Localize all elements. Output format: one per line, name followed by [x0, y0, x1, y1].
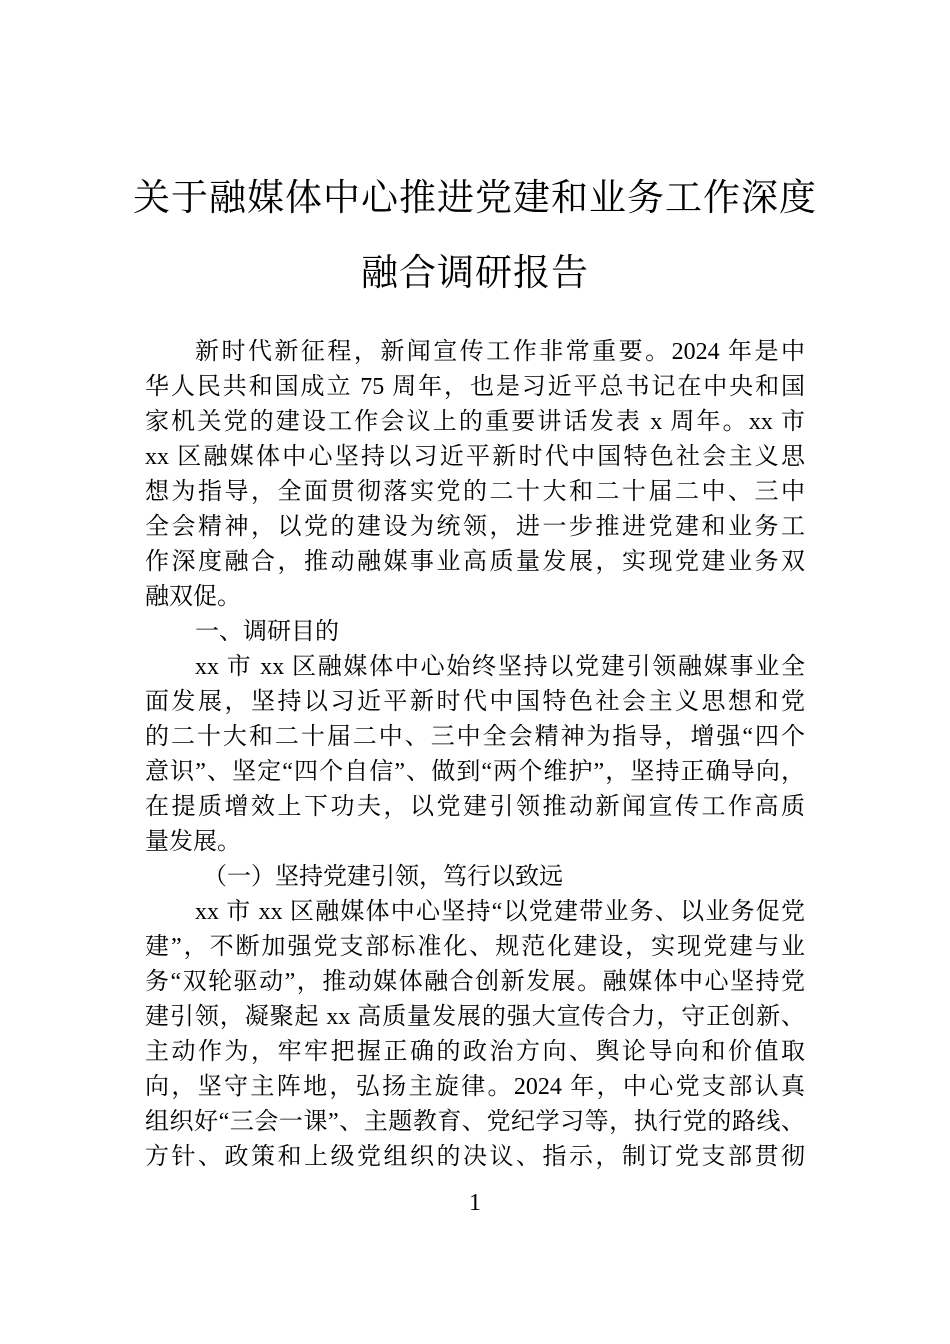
text-line: 量发展。 [145, 829, 241, 855]
paragraph-purpose [145, 650, 805, 860]
document-title-line-2: 融合调研报告 [361, 251, 589, 294]
subsection-heading: （一）坚持党建引领，笃行以致远 [203, 864, 563, 890]
text-line: 新时代新征程，新闻宣传工作非常重要。2024 年是中 [195, 339, 805, 365]
text-line: xx 市 xx 区融媒体中心始终坚持以党建引领融媒事业全 [195, 654, 805, 680]
page-number: 1 [469, 1190, 481, 1216]
text-line: 方针、政策和上级党组织的决议、指示，制订党支部贯彻 [145, 1144, 805, 1170]
text-line: 建”，不断加强党支部标准化、规范化建设，实现党建与业 [145, 934, 805, 960]
text-line: xx 市 xx 区融媒体中心坚持“以党建带业务、以业务促党 [195, 899, 805, 925]
text-line: 面发展，坚持以习近平新时代中国特色社会主义思想和党 [145, 689, 805, 715]
document-title-line-1: 关于融媒体中心推进党建和业务工作深度 [133, 176, 817, 219]
text-line: 融双促。 [145, 584, 241, 610]
text-line: 全会精神，以党的建设为统领，进一步推进党建和业务工 [145, 514, 805, 540]
text-line: 意识”、坚定“四个自信”、做到“两个维护”，坚持正确导向， [145, 759, 805, 785]
section-heading: 一、调研目的 [195, 619, 339, 645]
text-line: 家机关党的建设工作会议上的重要讲话发表 x 周年。xx 市 [145, 409, 805, 435]
text-line: 向，坚守主阵地，弘扬主旋律。2024 年，中心党支部认真 [145, 1074, 805, 1100]
text-line: 务“双轮驱动”，推动媒体融合创新发展。融媒体中心坚持党 [145, 969, 805, 995]
paragraph-party-leadership [145, 895, 805, 1175]
text-line: 主动作为，牢牢把握正确的政治方向、舆论导向和价值取 [145, 1039, 805, 1065]
text-line: 建引领，凝聚起 xx 高质量发展的强大宣传合力，守正创新、 [145, 1004, 805, 1030]
text-line: 在提质增效上下功夫，以党建引领推动新闻宣传工作高质 [145, 794, 805, 820]
document-body [145, 335, 805, 1175]
text-line: 作深度融合，推动融媒事业高质量发展，实现党建业务双 [145, 549, 805, 575]
paragraph-intro [145, 335, 805, 615]
text-line: 组织好“三会一课”、主题教育、党纪学习等，执行党的路线、 [145, 1109, 805, 1135]
text-line: 华人民共和国成立 75 周年，也是习近平总书记在中央和国 [145, 374, 805, 400]
text-line: 想为指导，全面贯彻落实党的二十大和二十届二中、三中 [145, 479, 805, 505]
text-line: xx 区融媒体中心坚持以习近平新时代中国特色社会主义思 [145, 444, 805, 470]
text-line: 的二十大和二十届二中、三中全会精神为指导，增强“四个 [145, 724, 805, 750]
